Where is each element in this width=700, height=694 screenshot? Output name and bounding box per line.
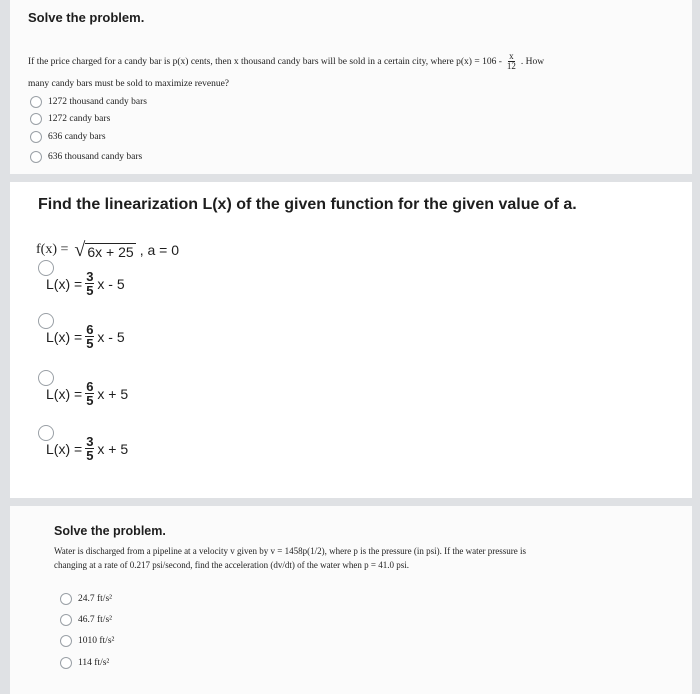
- frac-den: 5: [86, 393, 94, 408]
- radio-button[interactable]: [38, 313, 54, 329]
- radio-button[interactable]: [60, 614, 72, 626]
- q2-func-lhs: f(x) =: [36, 242, 69, 257]
- frac-den: 5: [86, 283, 94, 298]
- q2-option-rest: x + 5: [97, 440, 129, 457]
- radio-button[interactable]: [60, 593, 72, 605]
- radio-button[interactable]: [30, 96, 42, 108]
- radio-button[interactable]: [38, 260, 54, 276]
- q2-function: [36, 240, 179, 260]
- q2-option-2[interactable]: [46, 323, 125, 350]
- q3-option-2[interactable]: [60, 614, 112, 626]
- q1-prompt-line2: many candy bars must be sold to maximize revenue?: [28, 79, 230, 89]
- radio-button[interactable]: [60, 635, 72, 647]
- q2-option-fraction: [85, 323, 94, 350]
- radio-button[interactable]: [30, 151, 42, 163]
- q2-option-fraction: [85, 435, 94, 462]
- q1-heading: Solve the problem.: [28, 10, 145, 25]
- q2-option-lhs: L(x) =: [46, 275, 83, 292]
- q2-option-rest: x - 5: [97, 275, 125, 292]
- q2-func-rest: , a = 0: [139, 242, 180, 258]
- q2-option-fraction: [85, 380, 94, 407]
- q2-option-rest: x + 5: [97, 385, 129, 402]
- q1-option-label: 1272 candy bars: [48, 114, 111, 124]
- q1-option-label: 1272 thousand candy bars: [48, 97, 147, 107]
- frac-num: 6: [86, 322, 94, 337]
- q1-frac-den: 12: [506, 61, 516, 71]
- q3-line1: Water is discharged from a pipeline at a velocity v given by v = 1458p(1/2), where p is the pressure (in psi). If the water pressure is: [54, 546, 527, 556]
- q2-option-rest: x - 5: [97, 328, 125, 345]
- question-3-panel: [10, 506, 692, 694]
- q1-prompt: [28, 52, 544, 71]
- q1-prompt-fraction: [506, 52, 517, 71]
- radio-button[interactable]: [60, 657, 72, 669]
- frac-num: 3: [86, 269, 94, 284]
- q1-option-4[interactable]: [30, 151, 142, 163]
- q1-prompt-start: If the price charged for a candy bar is p(x) cents, then x thousand candy bars will be sold in a certain city, where p(x) = 106 -: [28, 56, 502, 67]
- q1-option-label: 636 candy bars: [48, 132, 106, 142]
- radio-button[interactable]: [30, 113, 42, 125]
- q1-option-3[interactable]: [30, 131, 106, 143]
- question-1-panel: [10, 0, 692, 174]
- sqrt-icon: √ 6x + 25: [74, 239, 134, 261]
- q3-option-label: 24.7 ft/s²: [78, 594, 112, 604]
- q2-option-lhs: L(x) =: [46, 328, 83, 345]
- q3-option-4[interactable]: [60, 657, 109, 669]
- q2-option-lhs: L(x) =: [46, 440, 83, 457]
- q3-option-3[interactable]: [60, 635, 114, 647]
- radio-button[interactable]: [38, 425, 54, 441]
- q3-option-label: 1010 ft/s²: [78, 636, 115, 646]
- q2-option-3[interactable]: [46, 380, 128, 407]
- question-2-panel: [10, 182, 692, 498]
- q1-option-2[interactable]: [30, 113, 110, 125]
- q2-option-lhs: L(x) =: [46, 385, 83, 402]
- frac-den: 5: [86, 448, 94, 463]
- q3-heading: Solve the problem.: [54, 524, 166, 538]
- q3-option-label: 114 ft/s²: [78, 658, 110, 668]
- q3-line2: changing at a rate of 0.217 psi/second, find the acceleration (dv/dt) of the water when p = 41.0 psi.: [54, 560, 409, 570]
- q3-option-label: 46.7 ft/s²: [78, 615, 112, 625]
- q1-option-1[interactable]: [30, 96, 147, 108]
- q2-heading: Find the linearization L(x) of the given function for the given value of a.: [38, 196, 577, 213]
- q1-frac-num: x: [509, 51, 514, 61]
- q2-radicand: 6x + 25: [87, 244, 134, 260]
- radio-button[interactable]: [30, 131, 42, 143]
- q1-prompt-end: . How: [520, 56, 545, 67]
- q2-option-fraction: [85, 270, 94, 297]
- frac-num: 6: [86, 379, 94, 394]
- frac-den: 5: [86, 336, 94, 351]
- q3-option-1[interactable]: [60, 593, 112, 605]
- q2-option-4[interactable]: [46, 435, 128, 462]
- q2-option-1[interactable]: [46, 270, 125, 297]
- q1-option-label: 636 thousand candy bars: [48, 152, 143, 162]
- frac-num: 3: [86, 434, 94, 449]
- radio-button[interactable]: [38, 370, 54, 386]
